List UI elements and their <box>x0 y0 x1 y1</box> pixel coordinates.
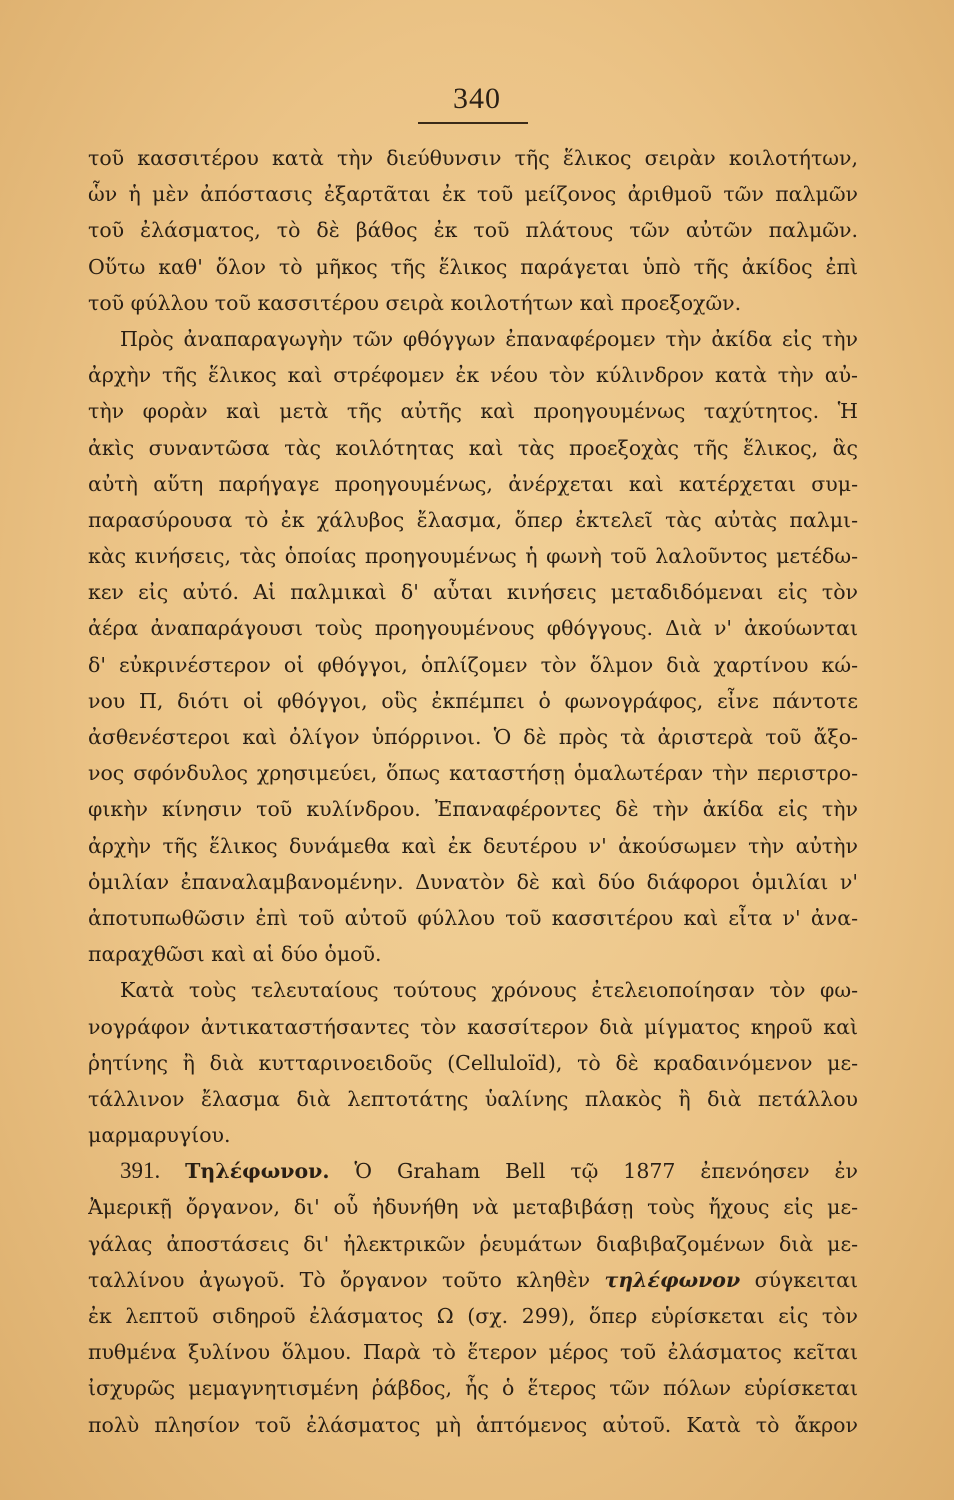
text-line: Ἀμερικῇ ὄργανον, δι' οὗ ἠδυνήθη νὰ μεταβιβάσῃ τοὺς ἤχους εἰς με- <box>88 1195 858 1220</box>
body-text <box>88 140 858 1443</box>
text-line: γάλας ἀποστάσεις δι' ἠλεκτρικῶν ῥευμάτων διαβιβαζομένων διὰ με- <box>88 1231 858 1256</box>
text-line: ὧν ἡ μὲν ἀπόστασις ἐξαρτᾶται ἐκ τοῦ μείζονος ἀριθμοῦ τῶν παλμῶν <box>88 182 858 207</box>
text-line: ἀποτυπωθῶσιν ἐπὶ τοῦ αὐτοῦ φύλλου τοῦ κασσιτέρου καὶ εἶτα ν' ἀνα- <box>88 905 858 930</box>
text-line: ὁμιλίαν ἐπαναλαμβανομένην. Δυνατὸν δὲ καὶ δύο διάφοροι ὁμιλίαι ν' <box>88 869 858 894</box>
section-title: Τηλέφωνον. <box>185 1159 330 1184</box>
text-line: ἀέρα ἀναπαράγουσι τοὺς προηγουμένους φθόγγους. Διὰ ν' ἀκούωνται <box>88 616 858 641</box>
text-line: νογράφον ἀντικαταστήσαντες τὸν κασσίτερον διὰ μίγματος κηροῦ καὶ <box>88 1014 858 1039</box>
telephone-term: τηλέφωνον <box>604 1267 741 1292</box>
text-line: ἰσχυρῶς μεμαγνητισμένη ῥάβδος, ἧς ὁ ἕτερος τῶν πόλων εὑρίσκεται <box>88 1376 858 1401</box>
text-line: Οὕτω καθ' ὅλον τὸ μῆκος τῆς ἕλικος παράγεται ὑπὸ τῆς ἀκίδος ἐπὶ <box>88 254 858 279</box>
text-line: τοῦ ἐλάσματος, τὸ δὲ βάθος ἐκ τοῦ πλάτους τῶν αὐτῶν παλμῶν. <box>88 218 858 243</box>
text-line: ἀκὶς συναντῶσα τὰς κοιλότητας καὶ τὰς προεξοχὰς τῆς ἕλικος, ἃς <box>88 435 858 460</box>
section-number: 391. <box>120 1158 161 1184</box>
text-line: ἀσθενέστεροι καὶ ὀλίγον ὑπόρρινοι. Ὁ δὲ πρὸς τὰ ἀριστερὰ τοῦ ἄξο- <box>88 725 858 749</box>
text-line: ἐκ λεπτοῦ σιδηροῦ ἐλάσματος Ω (σχ. 299), ὅπερ εὑρίσκεται εἰς τὸν <box>88 1304 858 1328</box>
text-line: Πρὸς ἀναπαραγωγὴν τῶν φθόγγων ἐπαναφέρομεν τὴν ἀκίδα εἰς τὴν <box>120 326 858 351</box>
text-after-term: σύγκειται <box>754 1267 858 1292</box>
section-text: Ὁ Graham Bell τῷ 1877 ἐπενόησεν ἐν <box>354 1159 858 1184</box>
text-line: δ' εὐκρινέστερον οἱ φθόγγοι, ὁπλίζομεν τὸν ὅλμον διὰ χαρτίνου κώ- <box>88 652 858 677</box>
text-line: πολὺ πλησίον τοῦ ἐλάσματος μὴ ἁπτόμενος αὐτοῦ. Κατὰ τὸ ἄκρον <box>88 1412 858 1437</box>
text-line: φικὴν κίνησιν τοῦ κυλίνδρου. Ἐπαναφέροντες δὲ τὴν ἀκίδα εἰς τὴν <box>88 797 858 822</box>
text-line: παρασύρουσα τὸ ἐκ χάλυβος ἔλασμα, ὅπερ ἐκτελεῖ τὰς αὐτὰς παλμι- <box>88 507 858 532</box>
text-line: τοῦ φύλλου τοῦ κασσιτέρου σειρὰ κοιλοτήτων καὶ προεξοχῶν. <box>88 290 742 315</box>
text-line: ῥητίνης ἢ διὰ κυτταρινοειδοῦς (Celluloïd), τὸ δὲ κραδαινόμενον με- <box>88 1050 858 1075</box>
text-line: τοῦ κασσιτέρου κατὰ τὴν διεύθυνσιν τῆς ἕλικος σειρὰν κοιλοτήτων, <box>88 146 858 170</box>
text-line: παραχθῶσι καὶ αἱ δύο ὁμοῦ. <box>88 942 382 967</box>
section-heading-line <box>88 1153 858 1189</box>
text-line: ἀρχὴν τῆς ἕλικος καὶ στρέφομεν ἐκ νέου τὸν κύλινδρον κατὰ τὴν αὐ- <box>88 363 858 388</box>
page-number-rule <box>418 122 528 124</box>
text-before-term: ταλλίνου ἀγωγοῦ. Τὸ ὄργανον τοῦτο κληθὲν <box>88 1267 591 1292</box>
text-line <box>88 1262 858 1298</box>
text-line: ἀρχὴν τῆς ἕλικος δυνάμεθα καὶ ἐκ δευτέρου ν' ἀκούσωμεν τὴν αὐτὴν <box>88 833 858 858</box>
text-line: μαρμαρυγίου. <box>88 1123 231 1148</box>
text-line: κὰς κινήσεις, τὰς ὁποίας προηγουμένως ἡ φωνὴ τοῦ λαλοῦντος μετέδω- <box>88 544 858 569</box>
text-line: νος σφόνδυλος χρησιμεύει, ὅπως καταστήσῃ ὁμαλωτέραν τὴν περιστρο- <box>88 761 858 786</box>
text-line: πυθμένα ξυλίνου ὅλμου. Παρὰ τὸ ἕτερον μέρος τοῦ ἐλάσματος κεῖται <box>88 1340 858 1365</box>
text-line: νου Π, διότι οἱ φθόγγοι, οὓς ἐκπέμπει ὁ φωνογράφος, εἶνε πάντοτε <box>88 688 858 713</box>
text-line: Κατὰ τοὺς τελευταίους τούτους χρόνους ἐτελειοποίησαν τὸν φω- <box>120 978 858 1003</box>
text-line: κεν εἰς αὐτό. Αἱ παλμικαὶ δ' αὗται κινήσεις μεταδιδόμεναι εἰς τὸν <box>88 580 858 605</box>
text-line: τὴν φορὰν καὶ μετὰ τῆς αὐτῆς καὶ προηγουμένως ταχύτητος. Ἡ <box>88 399 858 424</box>
text-line: αὐτὴ αὕτη παρήγαγε προηγουμένως, ἀνέρχεται καὶ κατέρχεται συμ- <box>88 471 858 496</box>
page-number: 340 <box>453 82 501 115</box>
text-line: τάλλινον ἔλασμα διὰ λεπτοτάτης ὑαλίνης πλακὸς ἢ διὰ πετάλλου <box>88 1086 858 1111</box>
